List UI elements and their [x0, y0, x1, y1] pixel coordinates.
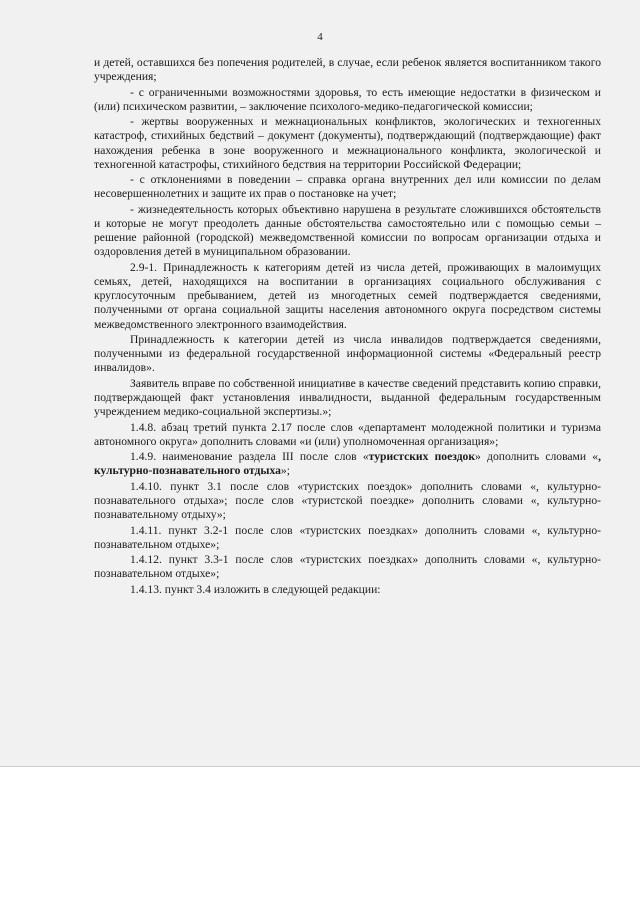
paragraph-1-4-9-bold2: , культурно-познавательного отдыха [94, 450, 602, 478]
paragraph-2-9-1: 2.9-1. Принадлежность к категориям детей из числа детей, проживающих в малоимущих семьях, детей, находящихся на воспитании в организациях социального обслуживания с круглосуточным пребыванием, детей из многодетных семей подтверждается сведениями, полученными от органа социальной защиты населения автономного округа посредством системы межведомственного электронного взаимодействия. [94, 260, 601, 331]
paragraph-continuation: и детей, оставшихся без попечения родителей, в случае, если ребенок является воспитанником такого учреждения; [94, 56, 601, 84]
paragraph-1-4-12: 1.4.12. пункт 3.3-1 после слов «туристских поездках» дополнить словами «, культурно-познавательном отдыхе»; [94, 553, 601, 581]
paragraph-1-4-9-part3: »; [280, 464, 290, 478]
paragraph-1-4-13: 1.4.13. пункт 3.4 изложить в следующей редакции: [130, 582, 381, 596]
paragraph-1-4-9-part1: 1.4.9. наименование раздела III после слов « [130, 450, 369, 464]
page-number: 4 [317, 31, 323, 43]
paragraph-1-4-10: 1.4.10. пункт 3.1 после слов «туристских поездок» дополнить словами «, культурно-познавательного отдыха»; после слов «туристской поездке» дополнить словами «, культурно-познавательному отдыху»; [94, 479, 601, 522]
paragraph-1-4-9-part2: » дополнить словами « [475, 450, 599, 464]
paragraph-1-4-9-bold1: туристских поездок [368, 450, 476, 464]
paragraph-difficult-circumstances: - жизнедеятельность которых объективно нарушена в результате сложившихся обстоятельств и которые не могут преодолеть данные обстоятельства самостоятельно или с помощью семьи – решение районной (городской) межведомственной комиссии по вопросам организации отдыха и оздоровления детей в муниципальном образовании. [94, 202, 601, 259]
paragraph-conflict-victims: - жертвы вооруженных и межнациональных конфликтов, экологических и техногенных катастроф, стихийных бедствий – документ (документы), подтверждающий (подтверждающие) факт нахождения ребенка в зоне вооруженного и межнационального конфликта, экологической и техногенной катастрофы, стихийного бедствия на территории Российской Федерации; [94, 115, 601, 171]
paragraph-1-4-11: 1.4.11. пункт 3.2-1 после слов «туристских поездках» дополнить словами «, культурно-познавательном отдыхе»; [94, 523, 601, 551]
paragraph-behavior-deviations: - с отклонениями в поведении – справка органа внутренних дел или комиссии по делам несовершеннолетних и защите их прав о постановке на учет; [94, 173, 601, 201]
paragraph-1-4-8: 1.4.8. абзац третий пункта 2.17 после слов «департамент молодежной политики и туризма автономного округа» дополнить словами «и (или) уполномоченная организация»; [94, 420, 601, 448]
paragraph-disabilities: - с ограниченными возможностями здоровья, то есть имеющие недостатки в физическом и (или) психическом развитии, – заключение психолого-медико-педагогической комиссии; [94, 85, 601, 113]
paragraph-1-4-9 [94, 450, 601, 478]
paragraph-applicant-right: Заявитель вправе по собственной инициативе в качестве сведений представить копию справки, подтверждающей факт установления инвалидности, выданной федеральным государственным учреждением медико-социальной экспертизы.»; [94, 376, 601, 419]
paragraph-invalid-registry: Принадлежность к категории детей из числа инвалидов подтверждается сведениями, полученными из федеральной государственной информационной системы «Федеральный реестр инвалидов». [94, 332, 601, 375]
document-body [94, 56, 601, 598]
